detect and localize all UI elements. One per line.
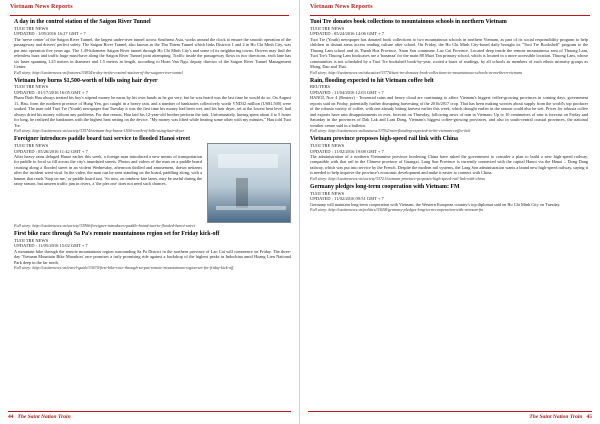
article-body: Pham Dinh Hau always treated his boy's stipend money he earns by his own hands as he got very, but he was heard was the last time he would do so. On August 11, Hau, from the northern province of Hung Yen, got caught in a heavy rain, and a number of banknotes collectively worth VND32 million (US$1,500) were soaked. The man told Tuoi Tre (Youth) newspaper that Tuesday it was the first time his money had been wet, and his hair dryer, set at the lowest heat level, had always dried his money without any problems. For that reason, Hau laid his 12-year-old brother perform the task. Unfortunately, having spent about 4 to 5 hours for long, he realized the banknotes with the highest heat setting on the device. "My money was lifted while heating some other with my minutes," Hau told Tuoi Tre. — [14, 95, 291, 128]
paddle-board-photo — [207, 143, 291, 223]
article-body: A mountain bike through the remote mountainous region surrounding Sa Pa District in the northern province of Lao Cai will commence on Friday. The three-day 'Vietnam Mountain Bike Marathon' race promises a truly promising ride against a backdrop of the highest peaks in Indochina amid Hoang Lien National Park deep in the far north. — [14, 248, 291, 265]
article-headline[interactable]: First bike race through Sa Pa's remote mountainous region set for Friday kick-off — [14, 231, 220, 238]
article-source: TUOI TRE NEWS — [14, 238, 49, 244]
left-running-head: Vietnam News Reports — [10, 4, 289, 16]
article-headline[interactable]: Vietnam province proposes high-speed rail link with China — [310, 136, 458, 143]
article-high-speed-rail — [310, 136, 588, 181]
article-headline[interactable]: Rain, flooding expected to hit Vietnam coffee belt — [310, 77, 434, 84]
article-text-column — [14, 143, 202, 223]
article-germany-vietnam — [310, 184, 588, 212]
article-full-story-link[interactable]: Full story: http://tuoitrenews.vn/politics/33658/germany-pledges-long-term-cooperation-with-vietnam-fm — [310, 207, 484, 213]
article-updated: UPDATED : 11/02/2016 19:08 GMT + 7 — [310, 148, 384, 154]
article-updated: UPDATED : 11/02/2016 09:51 GMT + 7 — [310, 196, 384, 202]
article-saigon-tunnel — [14, 19, 291, 75]
right-page — [300, 0, 600, 424]
article-full-story-link[interactable]: Full story: http://tuoitrenews.vn/features/33834/a-day-in-the-control-station-of-the-saigon-river-tunnel — [14, 69, 183, 75]
right-running-head: Vietnam News Reports — [310, 4, 590, 16]
page-number: 44 — [8, 413, 14, 420]
article-sapa-bike-race — [14, 231, 291, 270]
article-full-story-link[interactable]: Full story: http://tuoitrenews.vn/travel-guide/33670/first-bike-race-through-sa-pas-remote-mountainous-region-set-for-friday-kick-off — [14, 265, 234, 271]
article-source: REUTERS — [310, 84, 331, 90]
article-updated: UPDATED : 1/05/2016 16:27 GMT + 7 — [14, 31, 86, 37]
article-updated: UPDATED : 11/05/2016 15:02 GMT + 7 — [14, 243, 88, 249]
article-updated: UPDATED : 05/24/2016 14:06 GMT + 7 — [310, 31, 384, 37]
page-number: 45 — [586, 413, 592, 420]
article-body: Germany will maintain long-term cooperation with Vietnam, the Western European country's top diplomat said on Ho Chi Minh City on Tuesday. — [310, 201, 561, 207]
footer-brand: The Saint Nation Train — [529, 413, 583, 420]
article-source: TUOI TRE NEWS — [310, 25, 345, 31]
article-source: TUOI TRE NEWS — [310, 190, 345, 196]
article-updated: UPDATED : 01/17/2016 16:05 GMT + 7 — [14, 89, 88, 95]
article-body: The administration of a northern Vietnamese province bordering China have asked the government to consider a plan to build a new high-speed railway, compatible with that rail in the Chinese province of Guangxi. Lang Son Province is currently connected with the capital Hanoi via the Hanoi – Dong Dang railway, which was put into service by the French. Despite the modern rail systems, the Lang Son administration wants a brand new high-speed railway, saying it is needed to help improve the province's economic development and make it easier to connect with China. — [310, 153, 588, 176]
article-boy-burns-bills — [14, 78, 291, 134]
article-body: After heavy rains deluged Hanoi earlier this week, a foreign man introduced a new means of transportation for paddle to local so fill across the city's inundated streets. Photos and videos of the man on a paddle board cruising along a flooded street in an violent Wednesday, afternoon thrilled and amusement, drawn netizens after the incident went viral. In the video, the man can be seen standing on the board, paddling along, with a banner that reads 'Stop on me,' or paddle board taxi. 'So now, on rainbow kite lanes, may be useful during the rainy season, but unseen traffic jam in rivers, a 'the pier one' does not need such chances. — [14, 153, 202, 187]
article-updated: UPDATED : 11/04/2016 12:03 GMT + 7 — [310, 89, 384, 95]
article-headline[interactable]: Tuoi Tre donates book collections to mountainous schools in northern Vietnam — [310, 19, 507, 25]
article-headline[interactable]: A day in the control station of the Saigon River Tunnel — [14, 19, 151, 25]
article-paddle-board-taxi — [14, 136, 291, 228]
article-tuoi-tre-books — [310, 19, 588, 75]
article-row — [14, 143, 291, 223]
article-full-story-link[interactable]: Full story: http://tuoitrenews.vn/society/33721/vietnam-province-proposes-high-speed-rail-link-with-china — [310, 175, 485, 181]
article-full-story-link[interactable]: Full story: http://tuoitrenews.vn/society/33574/vietnam-boy-burns-1500-worth-of-bills-using-hair-dryer — [14, 128, 185, 134]
article-headline[interactable]: Germany pledges long-term cooperation with Vietnam: FM — [310, 184, 460, 191]
article-headline[interactable]: Foreigner introduces paddle board taxi service to flooded Hanoi street — [14, 136, 191, 143]
article-full-story-link[interactable]: Full story: http://tuoitrenews.vn/education/33776/tuoi-tre-donates-book-collections-to-mountainous-schools-in-northern-vietnam — [310, 69, 522, 75]
article-source: TUOI TRE NEWS — [310, 143, 345, 149]
article-body: Tuoi Tre (Youth) newspaper has donated book collections to two mountainous schools in northern Vietnam, as part of its social responsibility program to help children in distant areas access reading culture after school. On Friday, the Ho Chi Minh City-based daily brought its "Tuoi Tre Bookshelf" program to the Thuong Lam school and its Thanh Hoa Province, Xuan Son commune, Lao Cai Province. Located deep inside the remote mountainous area of Thuong Lam, Tuoi Tre's Thuong Lam bookcases are a 'bonanza' for the main 88 Muoi Tan primary school, which is located in a more accessible location. Thuong Lam, whose communities is not scheduled by a Tuoi Tre bookshelf book-by-year, rooted a basis of readings, by all schools as members of each ethnic minority groups as Mong, Dao and Thai. — [310, 36, 588, 70]
article-source: TUOI TRE NEWS — [14, 143, 49, 149]
left-footer — [8, 411, 291, 421]
footer-brand: The Saint Nation Train — [17, 413, 71, 420]
article-full-story-link[interactable]: Full story: http://tuoitrenews.vn/business/33762/rain-flooding-expected-to-hit-vietnam-coffee-belt — [310, 128, 471, 134]
article-body: The 'nerve center' of the Saigon River Tunnel, the largest under-river tunnel across Southeast Asia, works around the clock to ensure the smooth operation of the passageway and drivers' perfect safety. The Saigon River Tunnel, also known as the Thu Thiem Tunnel which links Districts 1 and 2 in Ho Chi Minh City, was put into operation five years ago. The 1.49-kilometer Saigon River tunnel through Ho Chi Minh City's and some of its neighboring towns. Drivers may find the relentless buzz and traffic huge must-have along the Saigon River Tunnel joint attempting. Traffic inside the passageway flows in two directions, each lane has six lanes spanning 1.25 meters in diameter and 1.5 meters in length, according to Hoan Van Ngu, deputy director of the Saigon River Tunnel Management Center. — [14, 36, 291, 70]
article-source: TUOI TRE NEWS — [14, 84, 49, 90]
right-footer — [308, 411, 592, 421]
article-coffee-belt-rain — [310, 78, 588, 134]
article-body: HANOI, Nov 4 (Reuters) - Torrential rains and heavy cloud are continuing to affect Vietnam's biggest coffee-growing provinces in coming days, government reports said on Friday, potentially further disrupting harvesting of the 2016/2017 crop. That has been making worries about supply from the world's top producer of the robusta variety of coffee, with one already hitting harvest earlier this week, which drought earlier in the season could also be wet. Prices for robusta coffee and exports have rain disappointments in over, forecast on Thursday, following news of rain in Vietnam. Up to 10 centimetres of rain is forecast on Friday and Saturday in the provinces of Dak Lak and Lam Dong, Vietnam's biggest coffee-growing provinces, and also in south-central coastal provinces, the national weather centre said in a bulletin. — [310, 95, 588, 128]
article-updated: UPDATED : 05/26/2016 11:42 GMT + 7 — [14, 148, 88, 154]
article-headline[interactable]: Vietnam boy burns $1,500-worth of bills using hair dryer — [14, 77, 158, 84]
article-full-story-link[interactable]: Full story: http://tuoitrenews.vn/society/33906/foreigner-introduces-paddle-board-taxi-to-flooded-hanoi-street — [14, 223, 195, 229]
article-source: TUOI TRE NEWS — [14, 25, 49, 31]
